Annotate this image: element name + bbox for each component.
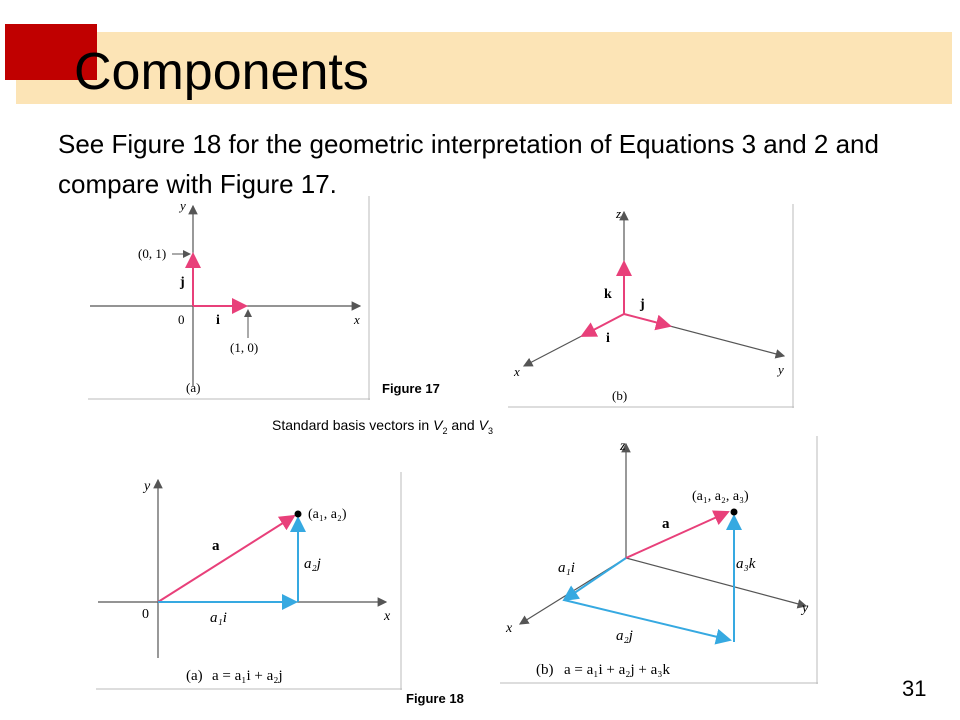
y-axis-label: y: [180, 198, 186, 213]
figure17-panel-a: [88, 196, 370, 400]
y-axis-label: y: [778, 362, 784, 377]
comp-j-label: a₂j: [304, 556, 321, 572]
y-axis-label: y: [802, 601, 809, 616]
vec-i-label: i: [606, 331, 610, 346]
point-j-label: (0, 1): [138, 246, 167, 261]
point-label: (a₁, a₂): [308, 507, 347, 522]
equation-a: a = a₁i + a₂j: [212, 668, 283, 684]
figure17-caption: Figure 17: [382, 381, 440, 396]
equation-b: a = a₁i + a₂j + a₃k: [564, 662, 671, 678]
z-axis-label: z: [616, 206, 622, 221]
slide-title: Components: [74, 43, 369, 101]
y-axis: [626, 558, 806, 606]
x-axis-label: x: [506, 621, 513, 636]
x-axis-label: x: [514, 364, 520, 379]
vec-j-label: j: [180, 275, 185, 290]
vec-a-label: a: [662, 516, 670, 532]
vector-a: [626, 512, 728, 558]
vector-a: [158, 516, 294, 602]
comp-k-label: a₃k: [736, 556, 756, 572]
figure17-subcaption: Standard basis vectors in $V_2$ and $V_3$: [272, 417, 493, 436]
figure18-caption: Figure 18: [406, 691, 464, 706]
comp-i-label: a₁i: [558, 560, 575, 576]
vec-a-label: a: [212, 538, 220, 554]
point-label: (a₁, a₂, a₃): [692, 489, 749, 504]
origin-label: 0: [178, 312, 185, 327]
panel-b-label: (b): [612, 388, 628, 403]
vec-i-label: i: [216, 313, 220, 328]
page-number: 31: [902, 676, 927, 701]
figure18-panel-a: [96, 472, 402, 690]
point-marker: [731, 509, 738, 516]
panel-a-label: (a): [186, 668, 203, 684]
x-axis-label: x: [384, 609, 391, 624]
figure18-panel-b: [500, 436, 818, 684]
vec-j-label: j: [640, 297, 645, 312]
component-j: [564, 600, 730, 640]
comp-j-label: a₂j: [616, 628, 633, 644]
z-axis-label: z: [620, 439, 626, 454]
origin-label: 0: [142, 607, 149, 622]
x-axis-label: x: [354, 312, 360, 327]
panel-a-label: (a): [186, 380, 201, 395]
y-axis-label: y: [144, 479, 151, 494]
vector-j: [624, 314, 670, 326]
figure17-panel-b: [508, 204, 794, 408]
panel-b-label: (b): [536, 662, 554, 678]
body-text: See Figure 18 for the geometric interpretation of Equations 3 and 2 and compare with Figure 17.: [58, 129, 879, 199]
point-i-label: (1, 0): [230, 340, 259, 355]
point-marker: [295, 511, 302, 518]
comp-i-label: a₁i: [210, 610, 227, 626]
vector-i: [582, 314, 624, 336]
vec-k-label: k: [604, 287, 612, 302]
